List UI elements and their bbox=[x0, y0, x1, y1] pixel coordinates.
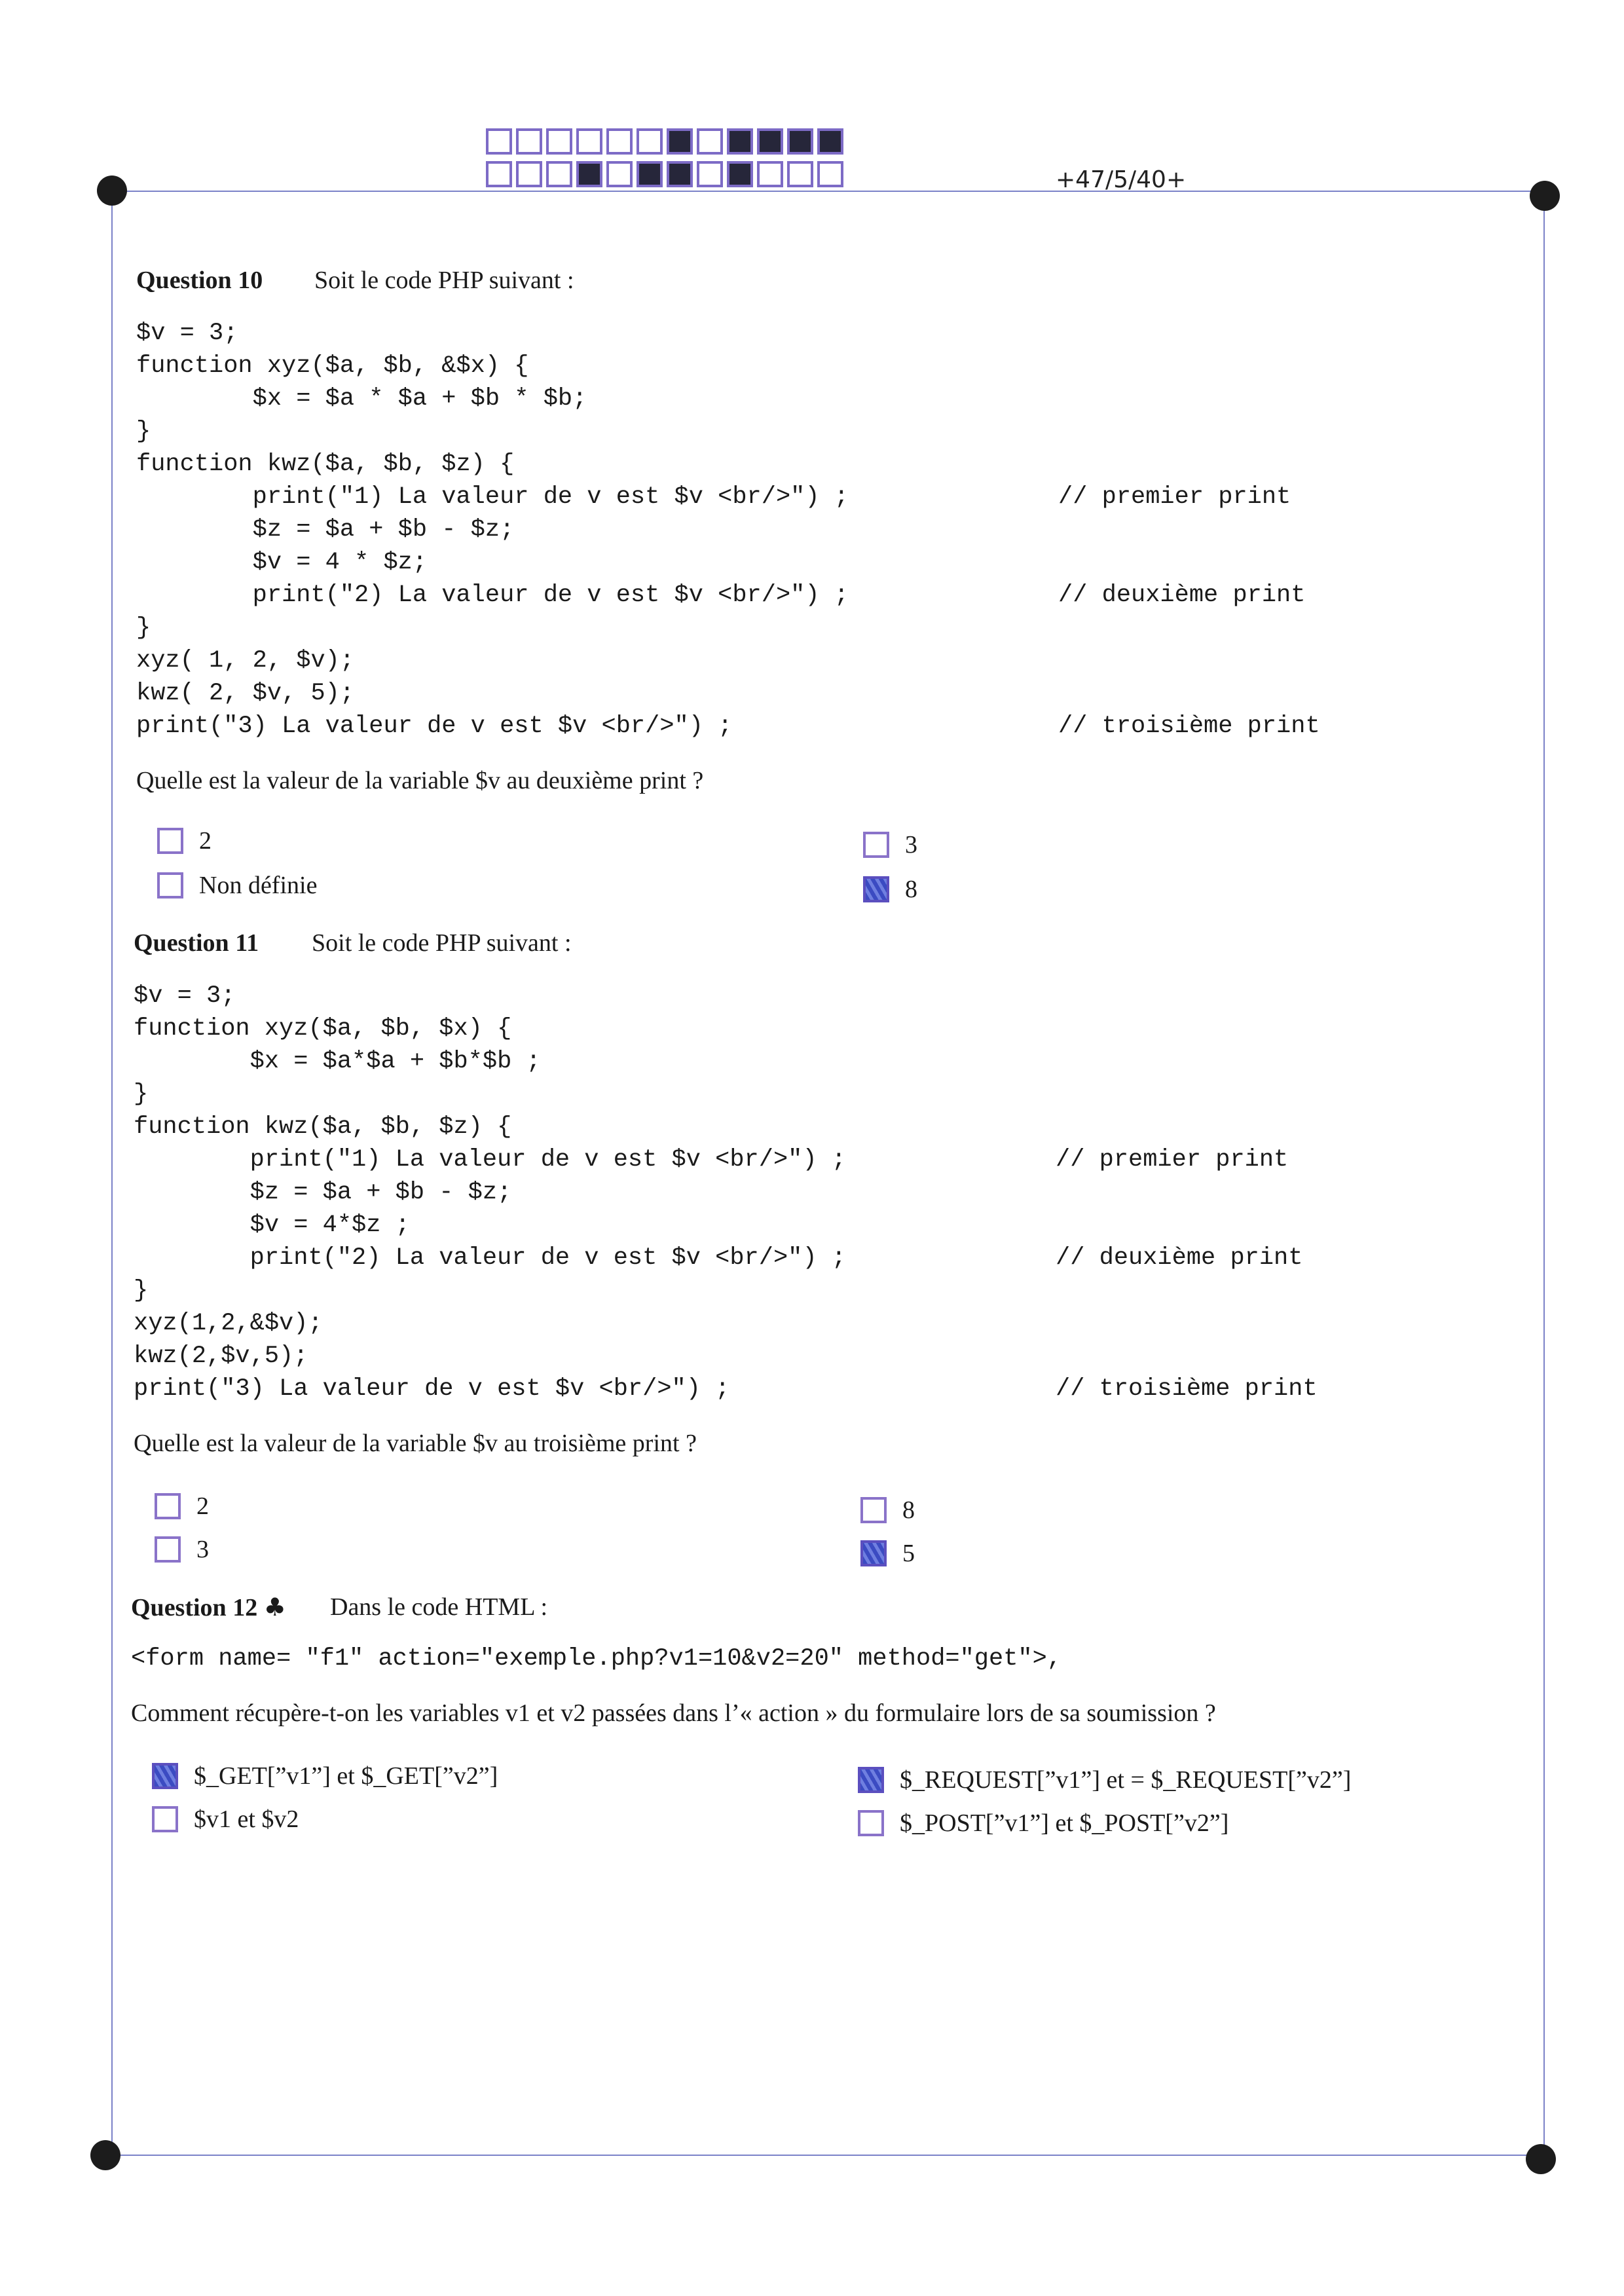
question-intro: Dans le code HTML : bbox=[330, 1593, 548, 1621]
barcode-cell bbox=[787, 161, 813, 187]
barcode-cell bbox=[606, 128, 633, 155]
barcode-cell bbox=[757, 161, 783, 187]
answer-label: 8 bbox=[905, 876, 917, 903]
checkbox[interactable] bbox=[155, 1536, 181, 1563]
barcode-cell bbox=[576, 128, 602, 155]
answer-label: 5 bbox=[902, 1540, 915, 1567]
answer-label: 3 bbox=[905, 831, 917, 859]
checkbox[interactable] bbox=[152, 1806, 178, 1832]
answer-label: 3 bbox=[196, 1536, 209, 1563]
code-comment: // troisième print bbox=[1056, 1375, 1318, 1403]
html-code-line: <form name= "f1" action="exemple.php?v1=10&v2=20" method="get">, bbox=[131, 1645, 1062, 1673]
checkbox[interactable] bbox=[863, 876, 889, 902]
corner-mark-bottom-left bbox=[90, 2140, 120, 2170]
checkbox[interactable] bbox=[858, 1767, 884, 1793]
answer-label: $_POST[”v1”] et $_POST[”v2”] bbox=[900, 1809, 1229, 1837]
question-label: Question 11 bbox=[134, 929, 259, 957]
code-comment: // premier print bbox=[1056, 1146, 1289, 1174]
checkbox[interactable] bbox=[863, 832, 889, 858]
answer-option[interactable] bbox=[858, 1766, 1351, 1794]
answer-option[interactable] bbox=[863, 830, 917, 859]
barcode-cell bbox=[817, 128, 843, 155]
barcode-cell bbox=[787, 128, 813, 155]
page-id: +47/5/40+ bbox=[1056, 166, 1187, 193]
barcode-cell bbox=[817, 161, 843, 187]
question-prompt: Quelle est la valeur de la variable $v au troisième print ? bbox=[134, 1430, 697, 1457]
barcode-cell bbox=[637, 161, 663, 187]
barcode-cell bbox=[546, 128, 572, 155]
barcode-cell bbox=[667, 128, 693, 155]
question-12-header bbox=[131, 1593, 548, 1622]
barcode-cell bbox=[546, 161, 572, 187]
code-comment: // troisième print bbox=[1058, 713, 1320, 740]
question-prompt: Quelle est la valeur de la variable $v au deuxième print ? bbox=[136, 767, 704, 794]
corner-mark-top-right bbox=[1530, 181, 1560, 211]
answer-label: $_GET[”v1”] et $_GET[”v2”] bbox=[194, 1762, 498, 1790]
answer-option[interactable] bbox=[155, 1492, 209, 1521]
checkbox[interactable] bbox=[858, 1810, 884, 1836]
barcode-cell bbox=[637, 128, 663, 155]
barcode-cell bbox=[516, 161, 542, 187]
answer-label: 2 bbox=[196, 1492, 209, 1520]
question-10-header bbox=[136, 266, 574, 295]
question-prompt: Comment récupère-t-on les variables v1 et v2 passées dans l’« action » du formulaire lors de sa soumission ? bbox=[131, 1699, 1216, 1727]
checkbox[interactable] bbox=[155, 1493, 181, 1519]
barcode-cell bbox=[697, 161, 723, 187]
answer-option[interactable] bbox=[858, 1809, 1228, 1838]
corner-mark-bottom-right bbox=[1526, 2144, 1556, 2174]
barcode-cell bbox=[576, 161, 602, 187]
code-comment: // premier print bbox=[1058, 483, 1291, 511]
code-block: $v = 3; function xyz($a, $b, $x) { $x = $a*$a + $b*$b ; } function kwz($a, $b, $z) { print("1) La valeur de v est $v <br/>") ; $z = $a + $b - $z; $v = 4*$z ; print("2) La valeur de v est $v <br/>") ; } xyz(1,2,&$v); kwz(2,$v,5); print("3) La valeur de v est $v <br/>") ; bbox=[134, 982, 846, 1403]
barcode-cell bbox=[727, 128, 753, 155]
frame-left bbox=[111, 191, 113, 2155]
question-label: Question 10 bbox=[136, 267, 263, 294]
barcode-cell bbox=[486, 128, 512, 155]
code-comment: // deuxième print bbox=[1058, 582, 1306, 609]
answer-option[interactable] bbox=[157, 826, 212, 855]
question-label: Question 12 bbox=[131, 1594, 258, 1621]
question-intro: Soit le code PHP suivant : bbox=[314, 267, 574, 294]
answer-option[interactable] bbox=[863, 875, 917, 904]
barcode-cell bbox=[667, 161, 693, 187]
barcode-bottom bbox=[486, 161, 847, 187]
answer-option[interactable] bbox=[860, 1539, 915, 1568]
answer-option[interactable] bbox=[155, 1535, 209, 1564]
barcode-cell bbox=[606, 161, 633, 187]
answer-option[interactable] bbox=[157, 871, 317, 900]
frame-right bbox=[1543, 191, 1545, 2155]
question-intro: Soit le code PHP suivant : bbox=[312, 929, 572, 957]
answer-label: $v1 et $v2 bbox=[194, 1805, 299, 1833]
checkbox[interactable] bbox=[157, 828, 183, 854]
checkbox[interactable] bbox=[860, 1497, 887, 1523]
barcode-cell bbox=[697, 128, 723, 155]
barcode-cell bbox=[757, 128, 783, 155]
code-comment: // deuxième print bbox=[1056, 1244, 1303, 1272]
answer-option[interactable] bbox=[860, 1496, 915, 1525]
barcode-cell bbox=[486, 161, 512, 187]
answer-label: Non définie bbox=[199, 872, 318, 899]
barcode-top bbox=[486, 128, 847, 155]
answer-label: 8 bbox=[902, 1496, 915, 1524]
checkbox[interactable] bbox=[152, 1763, 178, 1789]
answer-label: 2 bbox=[199, 827, 212, 855]
frame-bottom bbox=[105, 2155, 1545, 2156]
checkbox[interactable] bbox=[157, 872, 183, 898]
corner-mark-top-left bbox=[97, 176, 127, 206]
frame-top bbox=[111, 191, 1545, 192]
barcode-cell bbox=[727, 161, 753, 187]
answer-option[interactable] bbox=[152, 1762, 498, 1790]
code-block: $v = 3; function xyz($a, $b, &$x) { $x = $a * $a + $b * $b; } function kwz($a, $b, $z) { print("1) La valeur de v est $v <br/>") ; $z = $a + $b - $z; $v = 4 * $z; print("2) La valeur de v est $v <br/>") ; } xyz( 1, 2, $v); kwz( 2, $v, 5); print("3) La valeur de v est $v <br/>") ; bbox=[136, 320, 849, 740]
answer-label: $_REQUEST[”v1”] et = $_REQUEST[”v2”] bbox=[900, 1766, 1352, 1794]
checkbox[interactable] bbox=[860, 1540, 887, 1566]
question-11-header bbox=[134, 929, 572, 957]
answer-option[interactable] bbox=[152, 1805, 299, 1834]
club-icon: ♣ bbox=[263, 1593, 286, 1621]
barcode-cell bbox=[516, 128, 542, 155]
